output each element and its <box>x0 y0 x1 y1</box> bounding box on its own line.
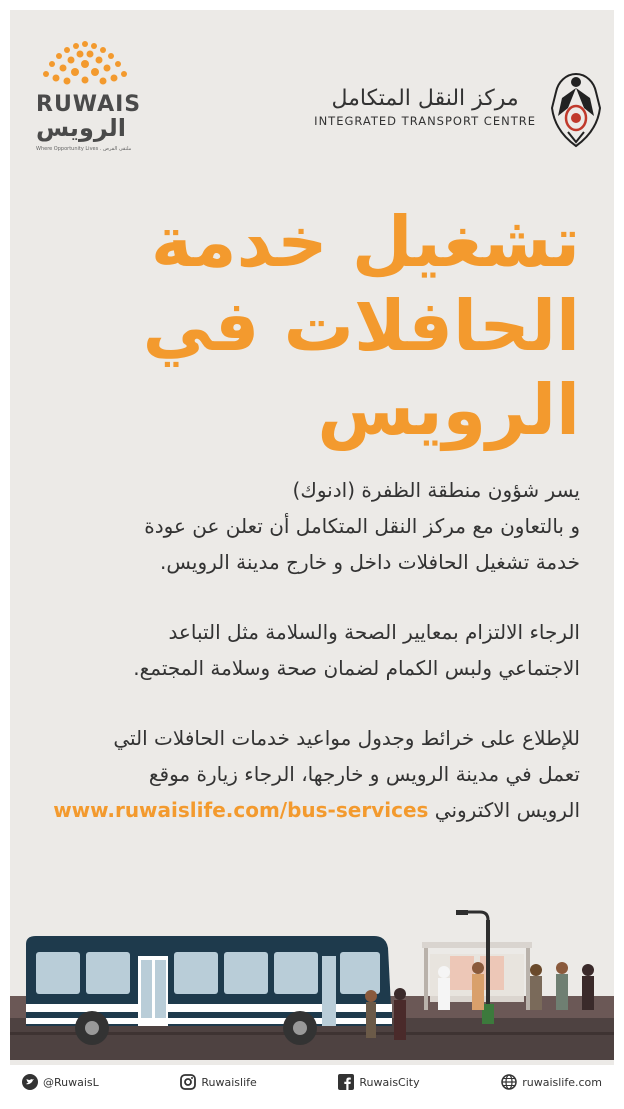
itc-logo <box>314 86 536 128</box>
ruwais-logo-name-en: RUWAIS <box>36 92 142 117</box>
paragraph-line: و بالتعاون مع مركز النقل المتكامل أن تعلن عن عودة <box>144 514 580 538</box>
social-footer <box>10 1065 614 1099</box>
paragraph-line <box>20 792 580 828</box>
instagram-handle: Ruwaislife <box>201 1075 257 1089</box>
paragraph-line: الاجتماعي ولبس الكمام لضمان صحة وسلامة المجتمع. <box>133 656 580 680</box>
globe-icon <box>501 1074 517 1090</box>
paragraph-line: الرجاء الالتزام بمعايير الصحة والسلامة مثل التباعد <box>168 620 580 644</box>
ruwais-logo <box>36 40 146 160</box>
paragraph-text: الرويس الاكتروني <box>434 798 580 822</box>
ruwais-logo-name-ar: الرويس <box>36 114 127 142</box>
itc-logo-name-ar: مركز النقل المتكامل <box>331 86 519 111</box>
title-line-1: تشغيل خدمة <box>150 201 580 283</box>
facebook-link[interactable] <box>338 1074 419 1090</box>
ruwais-logo-dots-icon <box>40 40 130 86</box>
bus-station-illustration <box>10 900 614 1060</box>
title-line-3: الرويس <box>317 369 580 451</box>
instagram-icon <box>180 1074 196 1090</box>
page-title <box>40 200 580 452</box>
website-link[interactable] <box>501 1074 602 1090</box>
paragraph-line: خدمة تشغيل الحافلات داخل و خارج مدينة الرويس. <box>160 550 580 574</box>
twitter-link[interactable] <box>22 1074 99 1090</box>
bus-services-link[interactable]: www.ruwaislife.com/bus-services <box>53 798 429 822</box>
instagram-link[interactable] <box>180 1074 256 1090</box>
facebook-icon <box>338 1074 354 1090</box>
paragraph-safety <box>20 614 580 686</box>
website-url: ruwaislife.com <box>522 1075 602 1089</box>
ruwais-logo-tagline: Where Opportunity Lives . ملتقى الفرص <box>36 146 132 152</box>
falcon-emblem-icon <box>546 68 606 152</box>
paragraph-line: للإطلاع على خرائط وجدول مواعيد خدمات الحافلات التي <box>113 726 580 750</box>
twitter-icon <box>22 1074 38 1090</box>
announcement-poster <box>10 10 614 1099</box>
paragraph-line: تعمل في مدينة الرويس و خارجها، الرجاء زيارة موقع <box>148 762 580 786</box>
twitter-handle: @RuwaisL <box>43 1075 99 1089</box>
announcement-body <box>20 472 580 862</box>
itc-logo-name-en: INTEGRATED TRANSPORT CENTRE <box>314 114 536 128</box>
paragraph-info <box>20 720 580 828</box>
paragraph-line: يسر شؤون منطقة الظفرة (ادنوك) <box>292 478 580 502</box>
facebook-handle: RuwaisCity <box>359 1075 420 1089</box>
paragraph-announcement <box>20 472 580 580</box>
title-line-2: الحافلات في <box>142 285 580 367</box>
